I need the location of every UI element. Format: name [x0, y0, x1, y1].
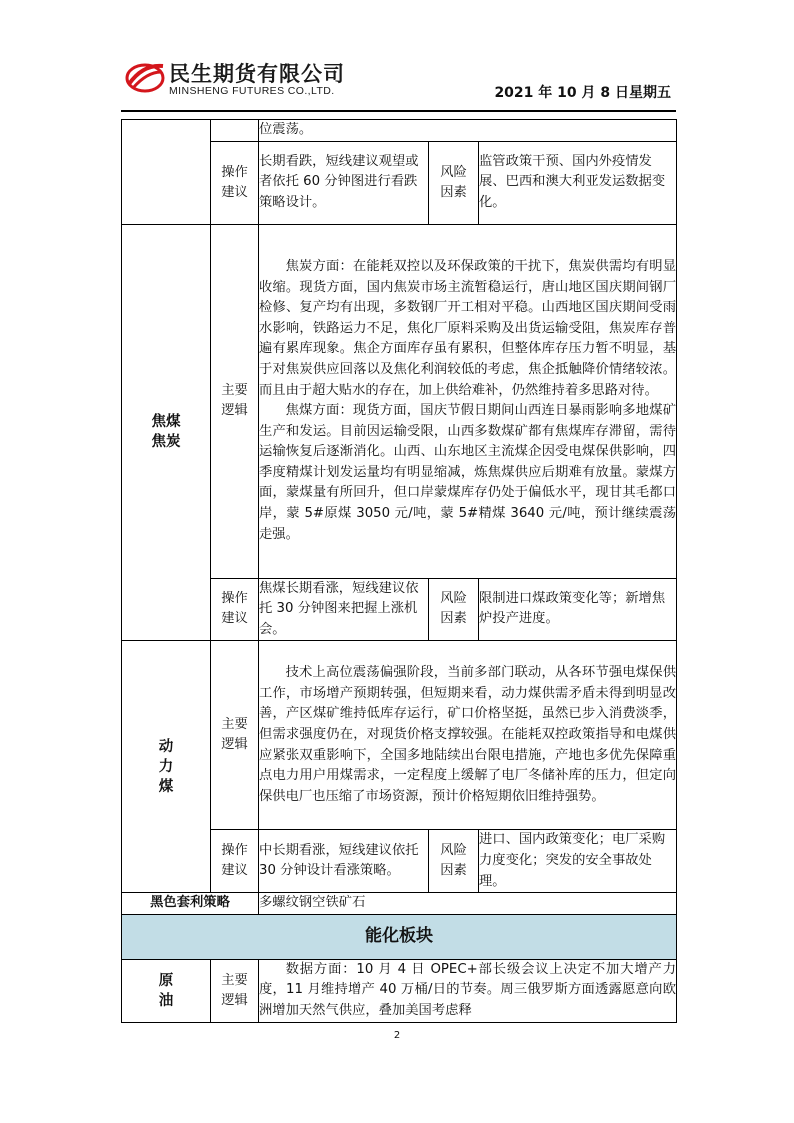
logic-text-crude: [259, 959, 677, 1022]
op-text: 焦煤长期看涨，短线建议依托 30 分钟图来把握上涨机会。: [259, 578, 429, 641]
logic-label: 主要逻辑: [211, 959, 259, 1022]
company-name-en: MINSHENG FUTURES CO.,LTD.: [169, 85, 335, 97]
logic-text-coke: [259, 224, 677, 578]
company-logo: [125, 58, 365, 102]
page-header: [0, 0, 794, 118]
empty-label-cell: [211, 120, 259, 142]
logic-label: 主要逻辑: [211, 224, 259, 578]
op-text: 中长期看涨，短线建议依托 30 分钟设计看涨策略。: [259, 830, 429, 893]
op-text: 长期看跌，短线建议观望或者依托 60 分钟图进行看跌策略设计。: [259, 141, 429, 224]
op-label: 操作建议: [211, 141, 259, 224]
risk-label: 风险因素: [429, 830, 479, 893]
risk-label: 风险因素: [429, 141, 479, 224]
section-title: 能化板块: [122, 914, 677, 959]
category-crude: 原油: [122, 959, 211, 1022]
arbitrage-label: 黑色套利策略: [122, 893, 259, 915]
logic-paragraph: 数据方面：10 月 4 日 OPEC+部长级会议上决定不加大增产力度，11 月维持增产 40 万桶/日的节奏。周三俄罗斯方面透露愿意向欧洲增加天然气供应，叠加美国考虑释: [259, 961, 676, 1018]
page-number: 2: [393, 1030, 401, 1041]
logic-paragraph: 焦煤方面：现货方面，国庆节假日期间山西连日暴雨影响多地煤矿生产和发运。目前因运输受限，山西多数煤矿都有焦煤库存滞留，需待运输恢复后逐渐消化。山西、山东地区主流煤企因受电煤保供影响，四季度精煤计划发运量均有明显缩减，炼焦煤供应后期难有放量。蒙煤方面，蒙煤量有所回升，但口岸蒙煤库存仍处于偏低水平，现甘其毛都口岸，蒙 5#原煤 3050 元/吨，蒙 5#精煤 3640 元/吨，预计继续震荡走强。: [259, 403, 676, 542]
risk-label: 风险因素: [429, 578, 479, 641]
category-thermal-coal: 动力煤: [122, 641, 211, 893]
logic-paragraph: 技术上高位震荡偏强阶段，当前多部门联动，从各环节强电煤保供工作，市场增产预期转强，但短期来看，动力煤供需矛盾未得到明显改善，产区煤矿维持低库存运行，矿口价格坚挺，虽然已步入消费淡季，但需求强度仍在，对现货价格支撑较强。在能耗双控政策指导和电煤供应紧张双重影响下，全国多地陆续出台限电措施，产地也多优先保障重点电力用户用煤需求，一定程度上缓解了电厂冬储补库的压力，但定向保供电厂也压缩了市场资源，预计价格短期依旧维持强势。: [259, 665, 676, 804]
arbitrage-text: 多螺纹钢空铁矿石: [259, 893, 677, 915]
continuation-text: 位震荡。: [259, 120, 677, 142]
op-label: 操作建议: [211, 830, 259, 893]
op-label: 操作建议: [211, 578, 259, 641]
category-cell-continued: [122, 120, 211, 225]
minsheng-logo-icon: [125, 60, 165, 94]
category-coke: 焦煤 焦炭: [122, 224, 211, 641]
logic-text-thermal: [259, 641, 677, 830]
company-name-cn: 民生期货有限公司: [169, 62, 345, 86]
logic-label: 主要逻辑: [211, 641, 259, 830]
risk-text: 进口、国内政策变化；电厂采购力度变化；突发的安全事故处理。: [479, 830, 677, 893]
logic-paragraph: 焦炭方面：在能耗双控以及环保政策的干扰下，焦炭供需均有明显收缩。现货方面，国内焦炭市场主流暂稳运行，唐山地区国庆期间钢厂检修、复产均有出现，多数钢厂开工相对平稳。山西地区国庆期间受雨水影响，铁路运力不足，焦化厂原料采购及出货运输受阻，焦炭库存普遍有累库现象。焦企方面库存虽有累积，但整体库存压力暂不明显，基于对焦炭供应回落以及焦化利润较低的考虑，焦企抵触降价情绪较浓。而且由于超大贴水的存在，加上供给难补，仍然维持着多思路对待。: [259, 258, 676, 398]
risk-text: 监管政策干预、国内外疫情发展、巴西和澳大利亚发运数据变化。: [479, 141, 677, 224]
header-divider: [121, 110, 676, 112]
strategy-table: [121, 119, 677, 1023]
report-date: 2021 年 10 月 8 日星期五: [494, 85, 671, 101]
risk-text: 限制进口煤政策变化等；新增焦炉投产进度。: [479, 578, 677, 641]
